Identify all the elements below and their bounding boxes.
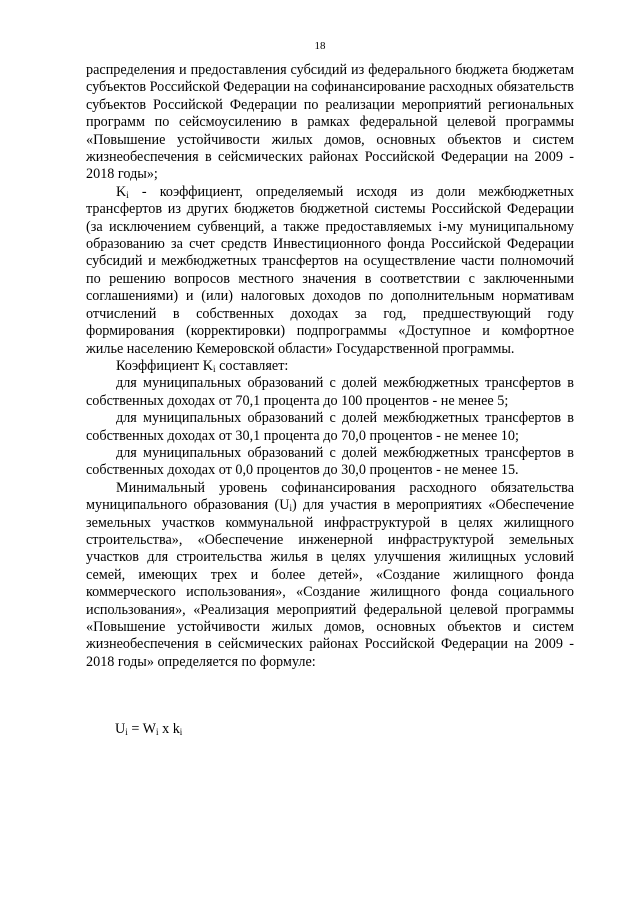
paragraph-text: - коэффициент, определяемый исходя из доли межбюджетных трансфертов из других бюджетов бюджетной системы Российской Федерации (за исключением субвенций, а также предоставляемых i-му муниципальному образованию за счет средств Инвестиционного фонда Российской Федерации субсидий и межбюджетных трансфертов на осуществление части полномочий по решению вопросов местного значения в соответствии с заключенными соглашениями) и (или) налоговых доходов по дополнительным нормативам отчислений в собственных доходах за год, предшествующий году формирования (корректировки) подпрограммы «Доступное и комфортное жилье населению Кемеровской области» Государственной программы. — [86, 183, 574, 357]
paragraph-minimum-level — [86, 480, 574, 671]
paragraph-text: ) для участия в мероприятиях «Обеспечение земельных участков коммунальной инфраструктурой в целях жилищного строительства», «Обеспечение инженерной инфраструктурой земельных участков для строительства жилья в целях улучшения жилищных условий семей, имеющих трех и более детей», «Создание жилищного фонда коммерческого использования», «Создание жилищного фонда социального использования», «Реализация мероприятий федеральной целевой программы «Повышение устойчивости жилых домов, основных объектов и систем жизнеобеспечения в сейсмических районах Российской Федерации на 2009 - 2018 годы» определяется по формуле: — [86, 497, 574, 670]
page-number: 18 — [314, 40, 326, 52]
ki-symbol: $K_i$ — [116, 183, 129, 200]
ki-intro-prefix: Коэффициент $K_i$ — [116, 357, 216, 374]
paragraph-subsidies-continuation — [86, 62, 574, 184]
paragraph-text: составляет: — [215, 357, 289, 374]
paragraph-text: распределения и предоставления субсидий из федерального бюджета бюджетам субъектов Российской Федерации на софинансирование расходных обязательств субъектов Российской Федерации по реализации мероприятий региональных программ по сейсмоусилению в рамках федеральной целевой программы «Повышение устойчивости жилых домов, основных объектов и систем жизнеобеспечения в сейсмических районах Российской Федерации на 2009 - 2018 годы»; — [86, 62, 574, 183]
document-body — [86, 62, 574, 671]
paragraph-text: для муниципальных образований с долей межбюджетных трансфертов в собственных доходах от 70,1 процента до 100 процентов - не менее 5; — [86, 375, 574, 409]
paragraph-text: для муниципальных образований с долей межбюджетных трансфертов в собственных доходах от 30,1 процента до 70,0 процентов - не менее 10; — [86, 410, 574, 444]
paragraph-ki-definition — [86, 184, 574, 358]
paragraph-text: для муниципальных образований с долей межбюджетных трансфертов в собственных доходах от 0,0 процентов до 30,0 процентов - не менее 15. — [86, 444, 574, 479]
paragraph-ki-intro — [86, 358, 574, 375]
minimum-level-prefix: Минимальный уровень софинансирования расходного обязательства муниципального образования ($U_i$ — [86, 479, 574, 514]
list-item-range-mid — [86, 410, 574, 445]
list-item-range-high — [86, 375, 574, 410]
formula: $U_i = W_i$ x $k_i$ — [115, 721, 183, 737]
list-item-range-low — [86, 445, 574, 480]
